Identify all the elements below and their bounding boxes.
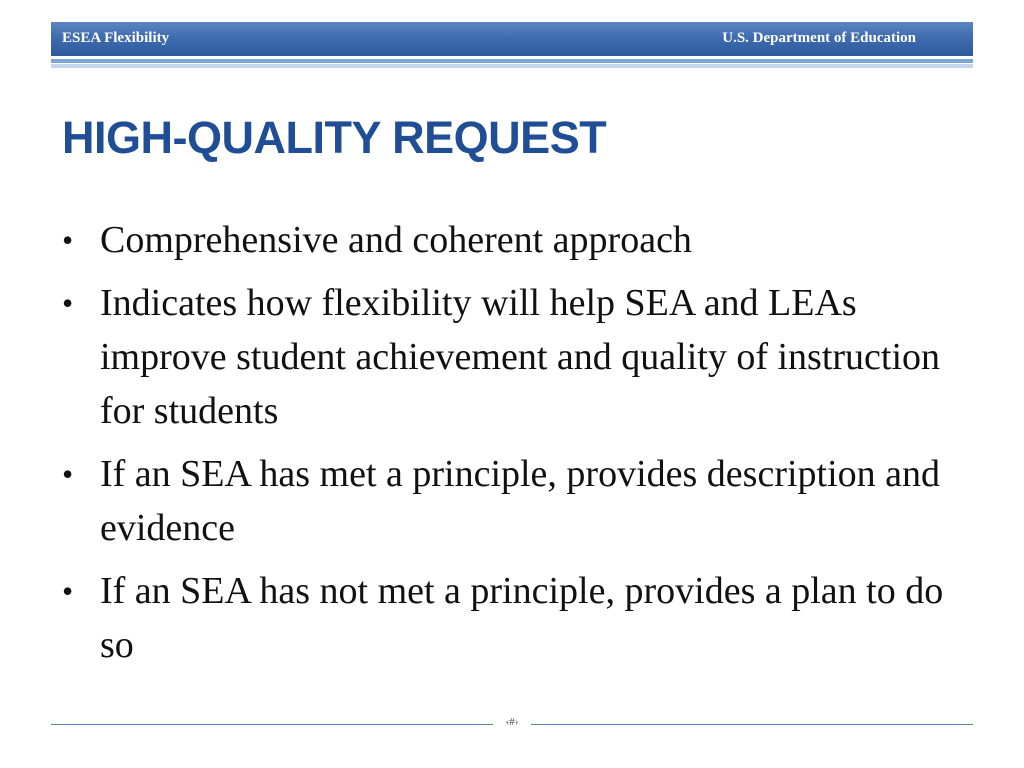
- slide-title: HIGH-QUALITY REQUEST: [62, 112, 607, 163]
- bullet-item: [62, 447, 962, 555]
- bullet-text: If an SEA has not met a principle, provides a plan to do so: [100, 570, 944, 666]
- bullet-list: [62, 213, 962, 681]
- bullet-item: [62, 276, 962, 438]
- bullet-icon: •: [62, 456, 74, 492]
- header-left-text: ESEA Flexibility: [62, 30, 170, 46]
- footer-divider-right: [531, 724, 973, 725]
- bullet-icon: •: [62, 285, 74, 321]
- bullet-item: [62, 564, 962, 672]
- bullet-icon: •: [62, 573, 74, 609]
- page-number: ‹#›: [505, 716, 519, 728]
- header-bar: [51, 22, 973, 56]
- bullet-text: Comprehensive and coherent approach: [100, 219, 692, 261]
- header-divider-primary: [51, 59, 973, 63]
- header-right-text: U.S. Department of Education: [722, 30, 916, 46]
- bullet-item: [62, 213, 962, 267]
- header-divider-secondary: [51, 64, 973, 68]
- footer-divider-left: [51, 724, 493, 725]
- bullet-text: Indicates how flexibility will help SEA and LEAs improve student achievement and quality of instruction for students: [100, 282, 941, 432]
- bullet-text: If an SEA has met a principle, provides description and evidence: [100, 453, 941, 549]
- bullet-icon: •: [62, 222, 74, 258]
